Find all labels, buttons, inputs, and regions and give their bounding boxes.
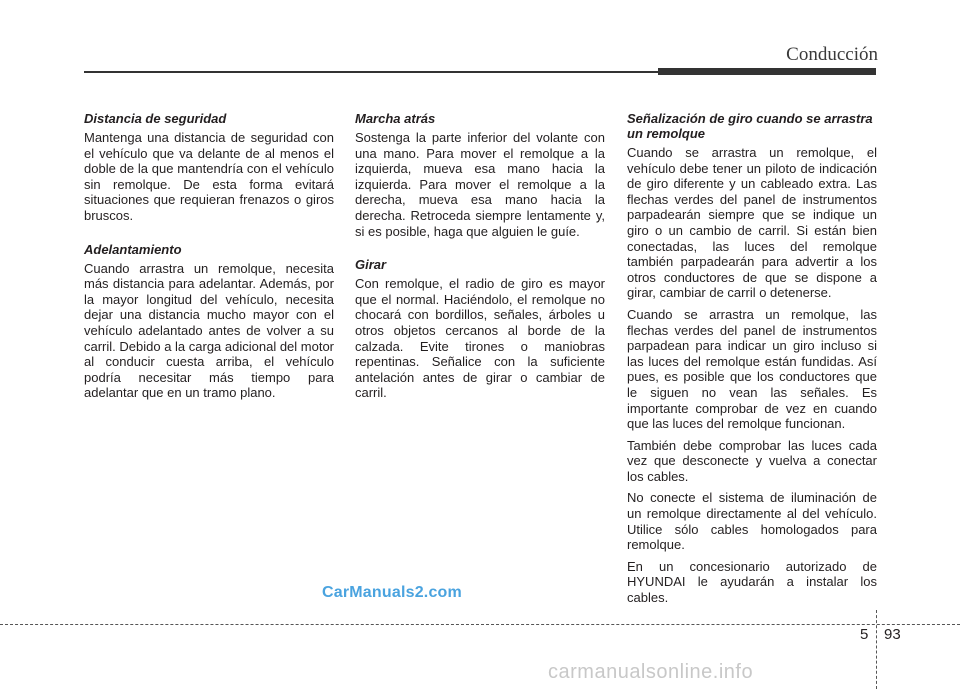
heading-marcha-atras: Marcha atrás	[355, 111, 436, 126]
section-number: 5	[860, 626, 869, 643]
watermark-bottom: carmanualsonline.info	[548, 661, 754, 683]
paragraph: Con remolque, el radio de giro es mayor que el normal. Haciéndolo, el remolque no chocará con bordillos, señales, árboles u otros objetos cercanos al borde de la calzada. Evite tirones o maniobras repentinas. Señalice con la suficiente antelación antes de girar o cambiar de carril.	[355, 276, 605, 401]
header-rule	[84, 71, 658, 73]
paragraph: Cuando se arrastra un remolque, el vehículo debe tener un piloto de indicación de giro diferente y un cableado extra. Las flechas verdes del panel de instrumentos parpadearán siempre que se indique un giro o un cambio de carril. Si están bien conectadas, las luces del remolque también parpadearán para advertir a los otros conductores de que se dispone a girar, cambiar de carril o detenerse.	[627, 145, 877, 301]
page-number: 93	[884, 626, 901, 643]
column-2	[355, 111, 605, 407]
footer-rule	[0, 624, 960, 625]
heading-distancia: Distancia de seguridad	[84, 111, 227, 126]
header-rule-bold	[658, 68, 876, 75]
heading-senalizacion: Señalización de giro cuando se arrastra un remolque	[627, 111, 873, 141]
heading-adelantamiento: Adelantamiento	[84, 241, 182, 257]
column-3	[627, 111, 877, 612]
paragraph: Cuando se arrastra un remolque, las flechas verdes del panel de instrumentos parpadean para indicar un giro incluso si las luces del remolque están fundidas. Así pues, es posible que los conductores que le siguen no vean las señales. Es importante comprobar de vez en cuando que las luces del remolque funcionan.	[627, 306, 877, 432]
paragraph: También debe comprobar las luces cada vez que desconecte y vuelva a conectar los cables.	[627, 437, 877, 484]
paragraph: Sostenga la parte inferior del volante con una mano. Para mover el remolque a la izquierda, mueva esa mano hacia la izquierda. Para mover el remolque a la derecha, mueva esa mano hacia la derecha. Retroceda siempre lentamente y, si es posible, haga que alguien le guíe.	[355, 130, 605, 239]
paragraph: No conecte el sistema de iluminación de un remolque directamente al del vehículo. Utilice sólo cables homologados para remolque.	[627, 490, 877, 553]
heading-girar: Girar	[355, 257, 387, 273]
paragraph: Mantenga una distancia de seguridad con el vehículo que va delante de al menos el doble de la que mantendría con el vehículo sin remolque. De esta forma evitará situaciones que requieran frenazos o giros bruscos.	[84, 130, 334, 223]
paragraph: En un concesionario autorizado de HYUNDAI le ayudarán a instalar los cables.	[627, 558, 877, 606]
section-title: Conducción	[786, 44, 878, 65]
paragraph: Cuando arrastra un remolque, necesita más distancia para adelantar. Además, por la mayor longitud del vehículo, necesita dejar una distancia mucho mayor con el vehículo adelantado antes de volver a su carril. Debido a la carga adicional del motor al conducir cuesta arriba, el vehículo podría necesitar más tiempo para adelantar que en un tramo plano.	[84, 260, 335, 401]
footer-divider	[876, 610, 877, 689]
watermark-link[interactable]: CarManuals2.com	[322, 584, 462, 601]
column-1	[84, 111, 334, 407]
